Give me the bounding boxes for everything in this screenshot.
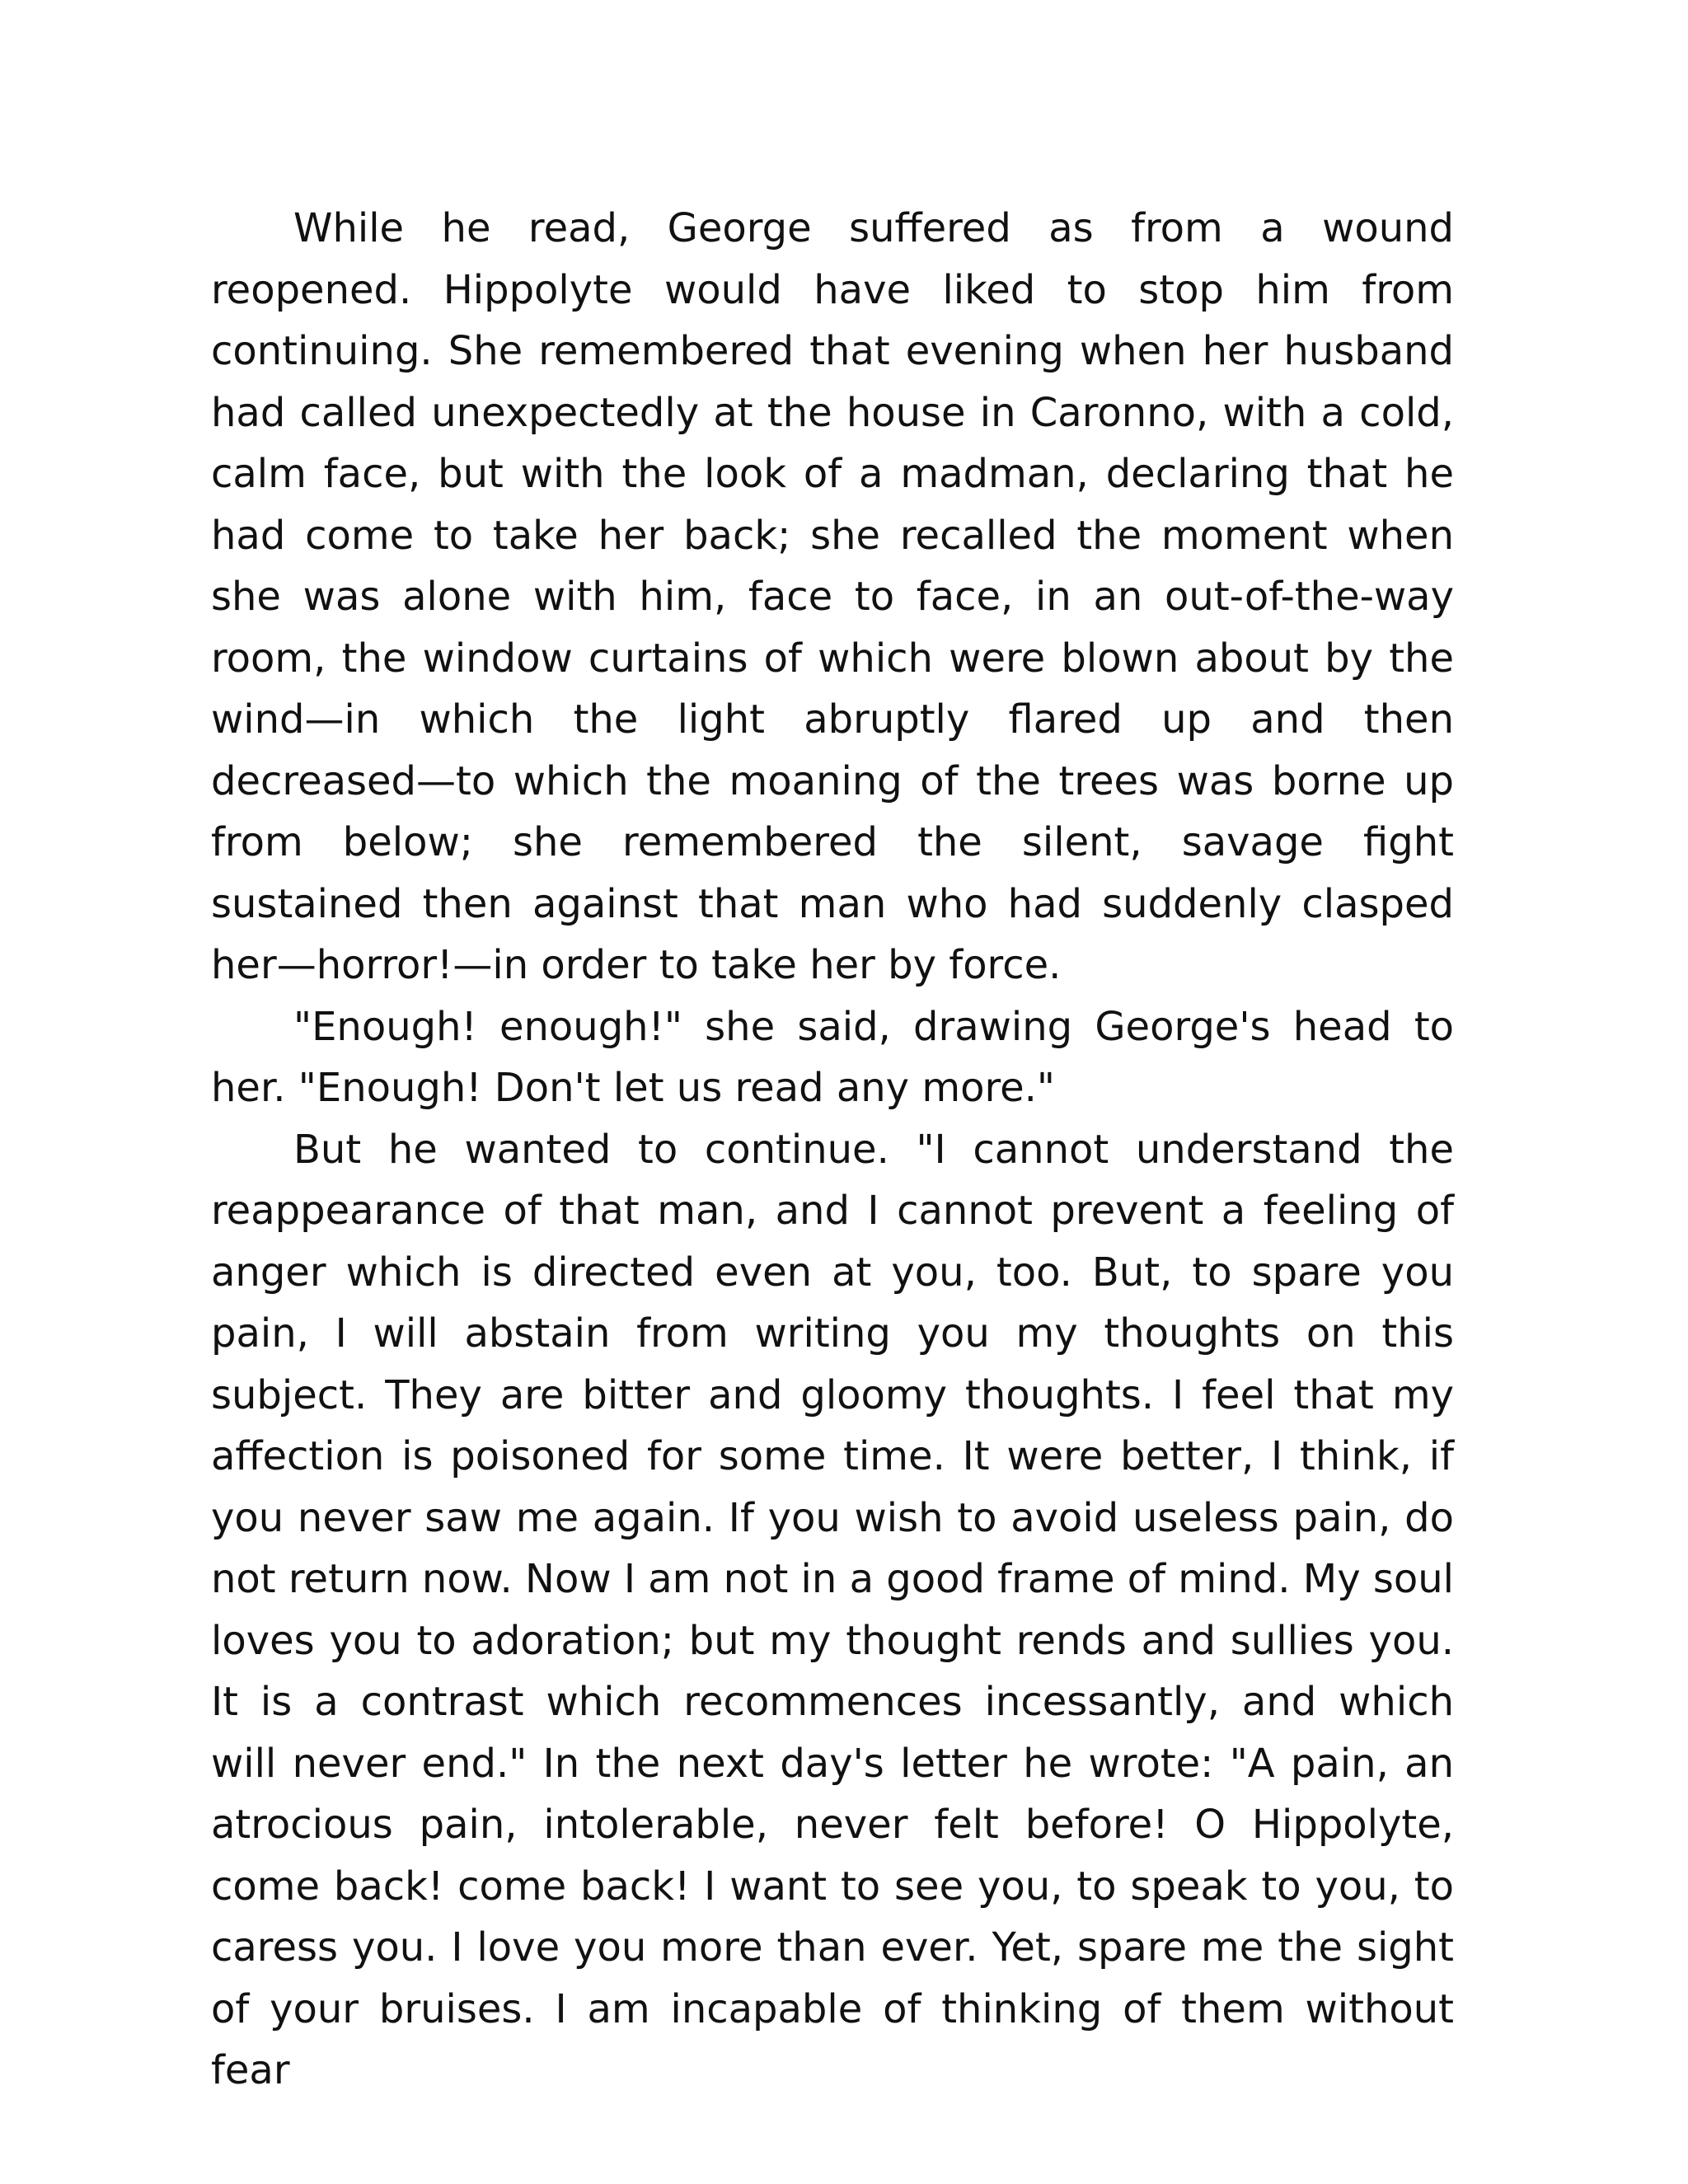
- paragraph-1: While he read, George suffered as from a wound reopened. Hippolyte would have liked to stop him from continuing. She remembered that evening when her husband had called unexpectedly at the house in Caronno, with a cold, calm face, but with the look of a madman, declaring that he had come to take her back; she recalled the moment when she was alone with him, face to face, in an out-of-the-way room, the window curtains of which were blown about by the wind—in which the light abruptly flared up and then decreased—to which the moaning of the trees was borne up from below; she remembered the silent, savage fight sustained then against that man who had suddenly clasped her—horror!—in order to take her by force.: [211, 205, 1454, 988]
- body-text: [211, 198, 1454, 2102]
- paragraph-3: But he wanted to continue. "I cannot understand the reappearance of that man, and I cannot prevent a feeling of anger which is directed even at you, too. But, to spare you pain, I will abstain from writing you my thoughts on this subject. They are bitter and gloomy thoughts. I feel that my affection is poisoned for some time. It were better, I think, if you never saw me again. If you wish to avoid useless pain, do not return now. Now I am not in a good frame of mind. My soul loves you to adoration; but my thought rends and sullies you. It is a contrast which recommences incessantly, and which will never end." In the next day's letter he wrote: "A pain, an atrocious pain, intolerable, never felt before! O Hippolyte, come back! come back! I want to see you, to speak to you, to caress you. I love you more than ever. Yet, spare me the sight of your bruises. I am incapable of thinking of them without fear: [211, 1126, 1454, 2093]
- paragraph-2: "Enough! enough!" she said, drawing George's head to her. "Enough! Don't let us read any more.": [211, 1003, 1454, 1111]
